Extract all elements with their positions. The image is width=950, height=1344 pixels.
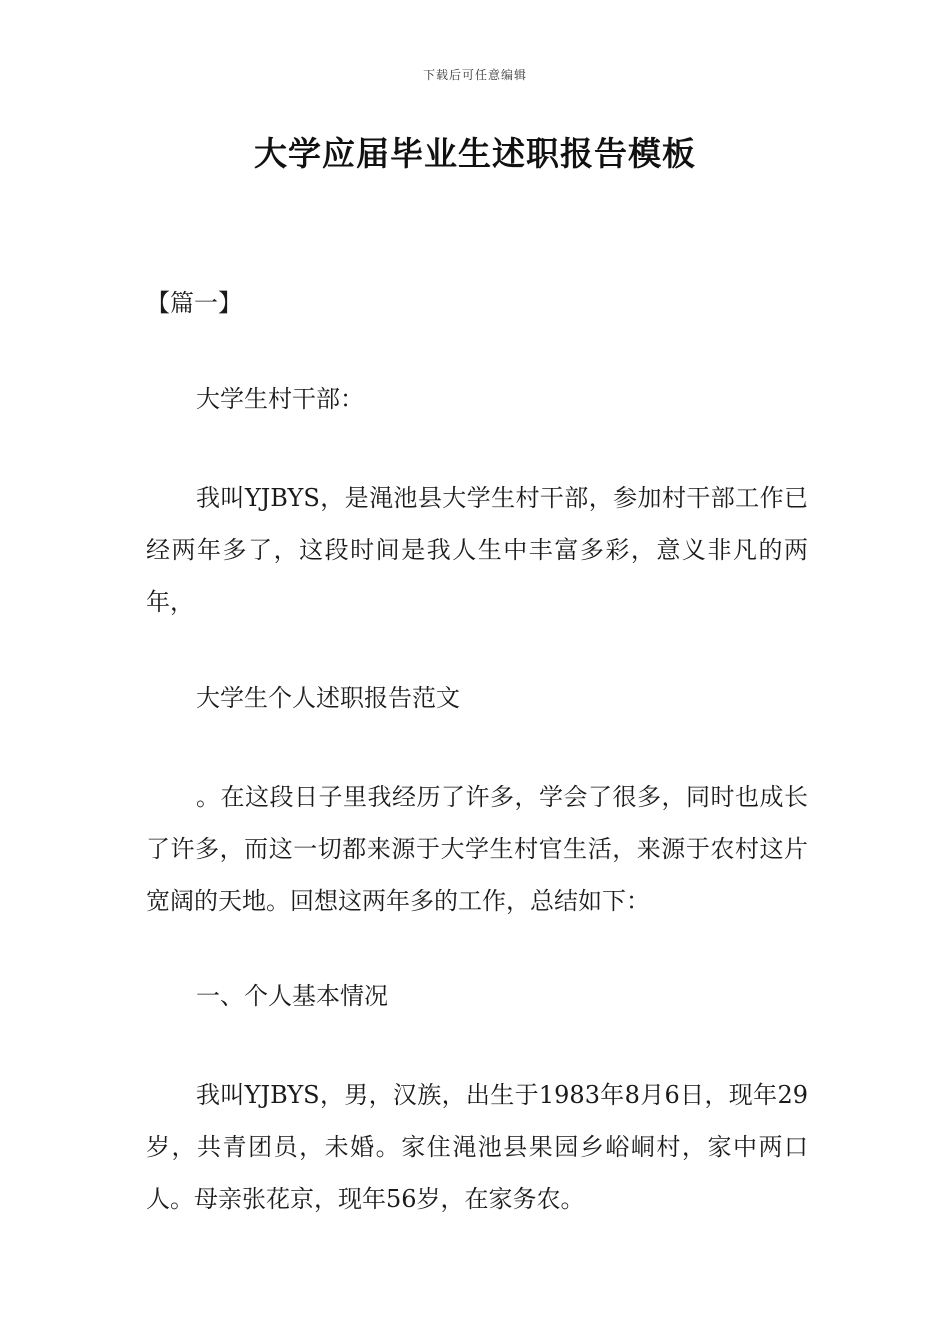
document-title: 大学应届毕业生述职报告模板 — [254, 134, 696, 173]
paragraph-heading-basic-info: 一、个人基本情况 — [196, 982, 388, 1010]
header-note: 下载后可任意编辑 — [422, 68, 527, 82]
section-label: 【篇一】 — [146, 289, 242, 317]
paragraph-introduction: 我叫YJBYS，是渑池县大学生村干部，参加村干部工作已经两年多了，这段时间是我人生中丰富多彩，意义非凡的两年， — [146, 484, 808, 616]
paragraph-experience: 。在这段日子里我经历了许多，学会了很多，同时也成长了许多，而这一切都来源于大学生村官生活，来源于农村这片宽阔的天地。回想这两年多的工作，总结如下： — [146, 783, 808, 915]
paragraph-salutation: 大学生村干部： — [196, 385, 364, 413]
paragraph-basic-info: 我叫YJBYS，男，汉族，出生于1983年8月6日，现年29岁，共青团员，未婚。家住渑池县果园乡峪峒村，家中两口人。母亲张花京，现年56岁，在家务农。 — [146, 1081, 808, 1213]
paragraph-subtitle: 大学生个人述职报告范文 — [196, 684, 460, 712]
